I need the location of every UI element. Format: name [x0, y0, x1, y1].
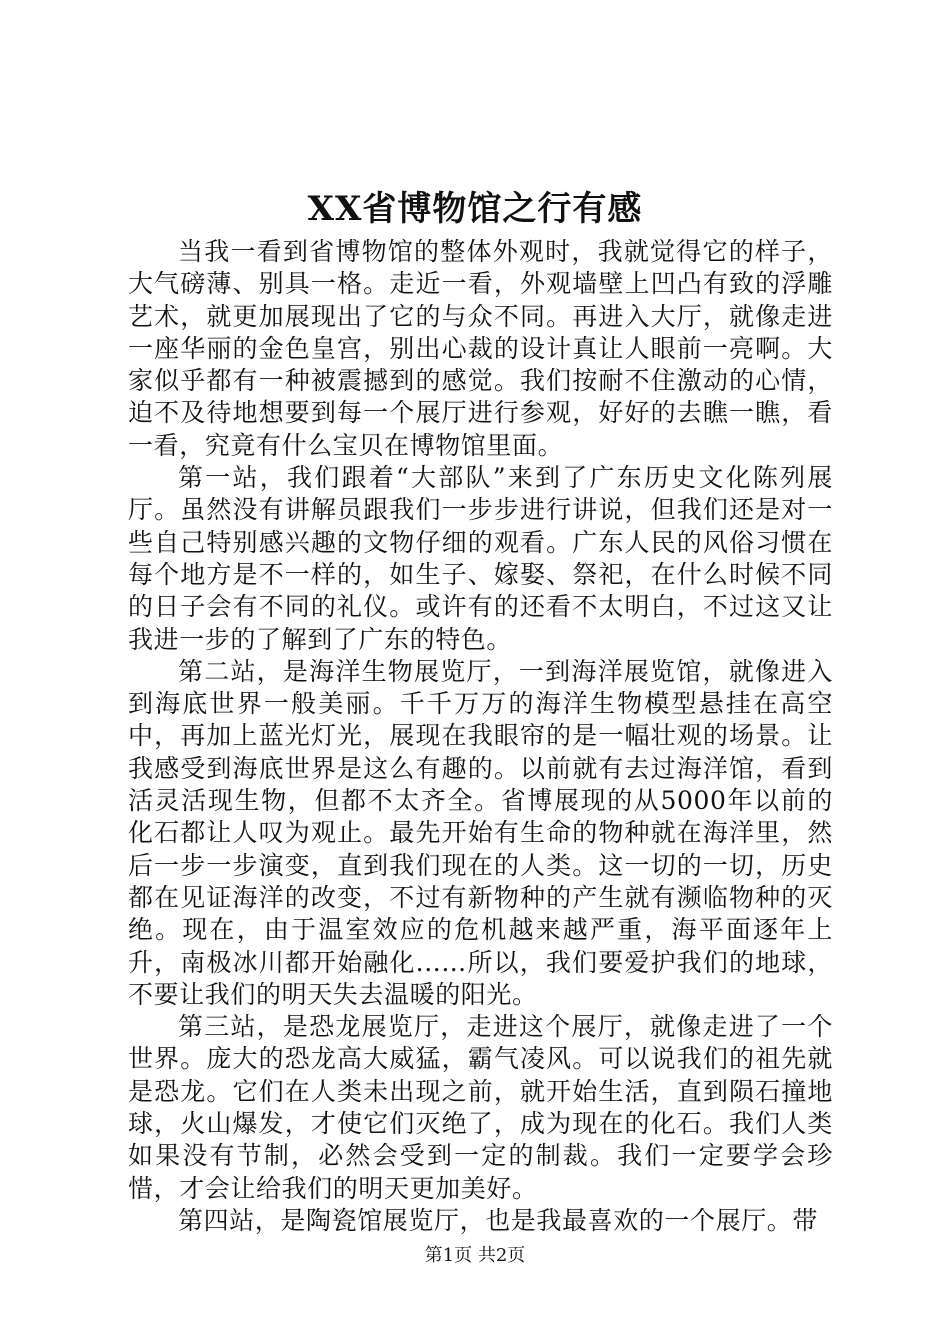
paragraph-station-4: 第四站，是陶瓷馆展览厅，也是我最喜欢的一个展厅。带 — [178, 1205, 819, 1235]
paragraph-station-2: 第二站，是海洋生物展览厅，一到海洋展览馆，就像进入到海底世界一般美丽。千千万万的海洋生物模型悬挂在高空中，再加上蓝光灯光，展现在我眼帘的是一幅壮观的场景。让我感受到海底世界是这么有趣的。以前就有去过海洋馆，看到活灵活现生物，但都不太齐全。省博展现的从5000年以前的化石都让人叹为观止。最先开始有生命的物种就在海洋里，然后一步一步演变，直到我们现在的人类。这一切的一切，历史都在见证海洋的改变，不过有新物种的产生就有濒临物种的灭绝。现在，由于温室效应的危机越来越严重，海平面逐年上升，南极冰川都开始融化...…所以，我们要爱护我们的地球，不要让我们的明天失去温暖的阳光。 — [128, 656, 833, 1009]
page-number: 第1页 共2页 — [424, 1245, 526, 1266]
page-footer — [0, 1244, 950, 1268]
paragraph-station-1: 第一站，我们跟着“大部队”来到了广东历史文化陈列展厅。虽然没有讲解员跟我们一步步进行讲说，但我们还是对一些自己特别感兴趣的文物仔细的观看。广东人民的风俗习惯在每个地方是不一样的，如生子、嫁娶、祭祀，在什么时候不同的日子会有不同的礼仪。或许有的还看不太明白，不过这又让我进一步的了解到了广东的特色。 — [128, 463, 833, 654]
document-body — [128, 236, 833, 1237]
paragraph-intro: 当我一看到省博物馆的整体外观时，我就觉得它的样子，大气磅薄、别具一格。走近一看，外观墙壁上凹凸有致的浮雕艺术，就更加展现出了它的与众不同。再进入大厅，就像走进一座华丽的金色皇宫，别出心裁的设计真让人眼前一亮啊。大家似乎都有一种被震撼到的感觉。我们按耐不住激动的心情，迫不及待地想要到每一个展厅进行参观，好好的去瞧一瞧，看一看，究竟有什么宝贝在博物馆里面。 — [128, 237, 833, 460]
paragraph-station-3: 第三站，是恐龙展览厅，走进这个展厅，就像走进了一个世界。庞大的恐龙高大威猛，霸气凌风。可以说我们的祖先就是恐龙。它们在人类未出现之前，就开始生活，直到陨石撞地球，火山爆发，才使它们灭绝了，成为现在的化石。我们人类如果没有节制，必然会受到一定的制裁。我们一定要学会珍惜，才会让给我们的明天更加美好。 — [128, 1012, 833, 1203]
document-title: XX省博物馆之行有感 — [307, 189, 643, 229]
